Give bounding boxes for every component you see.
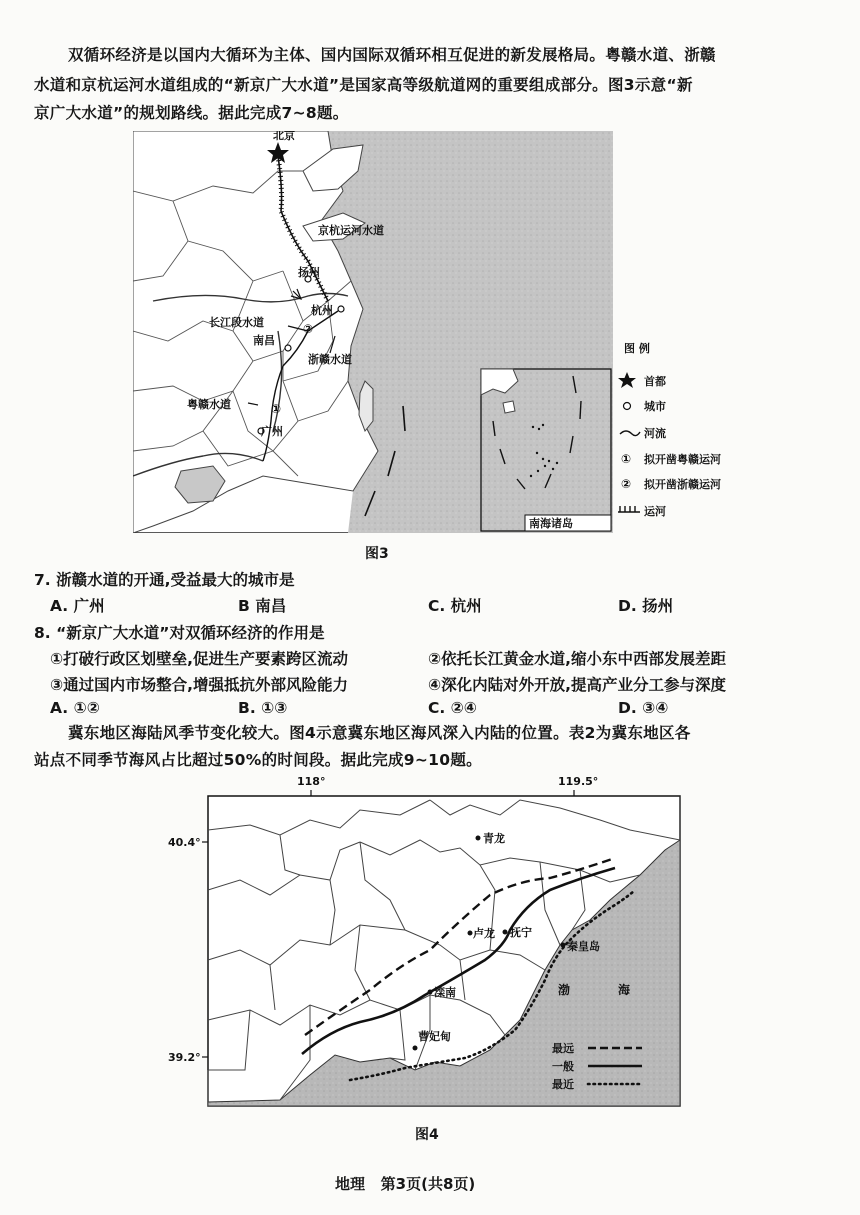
svg-text:40.4°: 40.4°	[168, 836, 201, 849]
svg-text:①: ①	[621, 452, 632, 466]
svg-text:②: ②	[303, 322, 314, 336]
q8-statement-3: ③通过国内市场整合,增强抵抗外部风险能力	[50, 676, 349, 694]
q8-option-d: D. ③④	[618, 699, 669, 717]
legend-river-icon	[620, 431, 640, 436]
figure-3-caption: 图3	[365, 546, 389, 562]
svg-text:②: ②	[621, 477, 632, 491]
intro-line-3: 京广大水道”的规划路线。据此完成7~8题。	[34, 104, 349, 122]
svg-text:南海诸岛: 南海诸岛	[529, 517, 573, 530]
svg-text:长江段水道: 长江段水道	[209, 316, 264, 329]
svg-text:粤赣水道: 粤赣水道	[187, 398, 231, 411]
map-legend	[618, 340, 738, 520]
q8-statement-2: ②依托长江黄金水道,缩小东中西部发展差距	[428, 650, 727, 668]
svg-text:抚宁: 抚宁	[510, 926, 532, 939]
q8-statement-4: ④深化内陆对外开放,提高产业分工参与深度	[428, 676, 727, 694]
svg-text:杭州: 杭州	[311, 304, 333, 317]
intro2-line-1: 冀东地区海陆风季节变化较大。图4示意冀东地区海风深入内陆的位置。表2为冀东地区各	[68, 724, 691, 742]
svg-text:渤: 渤	[558, 983, 571, 997]
map-figure-4	[160, 770, 700, 1115]
legend-city-icon	[624, 403, 631, 410]
q8-stem: 8. “新京广大水道”对双循环经济的作用是	[34, 624, 325, 642]
svg-text:首都: 首都	[644, 375, 666, 388]
svg-text:拟开凿粤赣运河: 拟开凿粤赣运河	[644, 453, 721, 466]
intro-line-1: 双循环经济是以国内大循环为主体、国内国际双循环相互促进的新发展格局。粤赣水道、浙赣	[68, 46, 716, 64]
svg-text:最近: 最近	[552, 1078, 574, 1091]
svg-text:扬州: 扬州	[298, 266, 320, 279]
svg-text:最远: 最远	[552, 1042, 574, 1055]
svg-text:卢龙: 卢龙	[473, 927, 495, 940]
svg-text:图 例: 图 例	[624, 342, 650, 355]
svg-text:秦皇岛: 秦皇岛	[567, 940, 600, 953]
svg-text:①: ①	[271, 402, 282, 416]
svg-text:滦南: 滦南	[434, 986, 456, 999]
q7-option-c: C. 杭州	[428, 597, 482, 615]
svg-text:青龙: 青龙	[483, 832, 505, 845]
svg-text:拟开凿浙赣运河: 拟开凿浙赣运河	[644, 478, 721, 491]
q8-option-b: B. ①③	[238, 699, 288, 717]
q7-option-a: A. 广州	[50, 597, 105, 615]
q7-stem: 7. 浙赣水道的开通,受益最大的城市是	[34, 571, 295, 589]
svg-text:119.5°: 119.5°	[558, 775, 599, 788]
svg-text:一般: 一般	[552, 1060, 574, 1073]
svg-text:北京: 北京	[273, 131, 295, 142]
svg-text:南昌: 南昌	[253, 334, 275, 347]
intro2-line-2: 站点不同季节海风占比超过50%的时间段。据此完成9~10题。	[34, 751, 482, 769]
svg-text:河流: 河流	[644, 427, 666, 440]
q8-option-a: A. ①②	[50, 699, 100, 717]
map-figure-3	[133, 131, 613, 533]
svg-text:海: 海	[618, 983, 631, 997]
q8-option-c: C. ②④	[428, 699, 477, 717]
svg-text:曹妃甸: 曹妃甸	[418, 1030, 451, 1043]
intro-line-2: 水道和京杭运河水道组成的“新京广大水道”是国家高等级航道网的重要组成部分。图3示意“新	[34, 76, 693, 94]
svg-text:39.2°: 39.2°	[168, 1051, 201, 1064]
svg-text:运河: 运河	[644, 505, 666, 518]
page-footer: 地理 第3页(共8页)	[335, 1175, 476, 1193]
svg-text:浙赣水道: 浙赣水道	[308, 353, 352, 366]
q8-statement-1: ①打破行政区划壁垒,促进生产要素跨区流动	[50, 650, 349, 668]
svg-text:广州: 广州	[261, 425, 283, 438]
figure-4-caption: 图4	[415, 1127, 439, 1143]
svg-text:城市: 城市	[644, 400, 666, 413]
svg-text:京杭运河水道: 京杭运河水道	[318, 224, 384, 237]
q7-option-b: B 南昌	[238, 597, 287, 615]
legend-canal-icon	[618, 506, 640, 512]
legend-star-icon	[618, 372, 636, 388]
q7-option-d: D. 扬州	[618, 597, 674, 615]
svg-text:118°: 118°	[297, 775, 326, 788]
